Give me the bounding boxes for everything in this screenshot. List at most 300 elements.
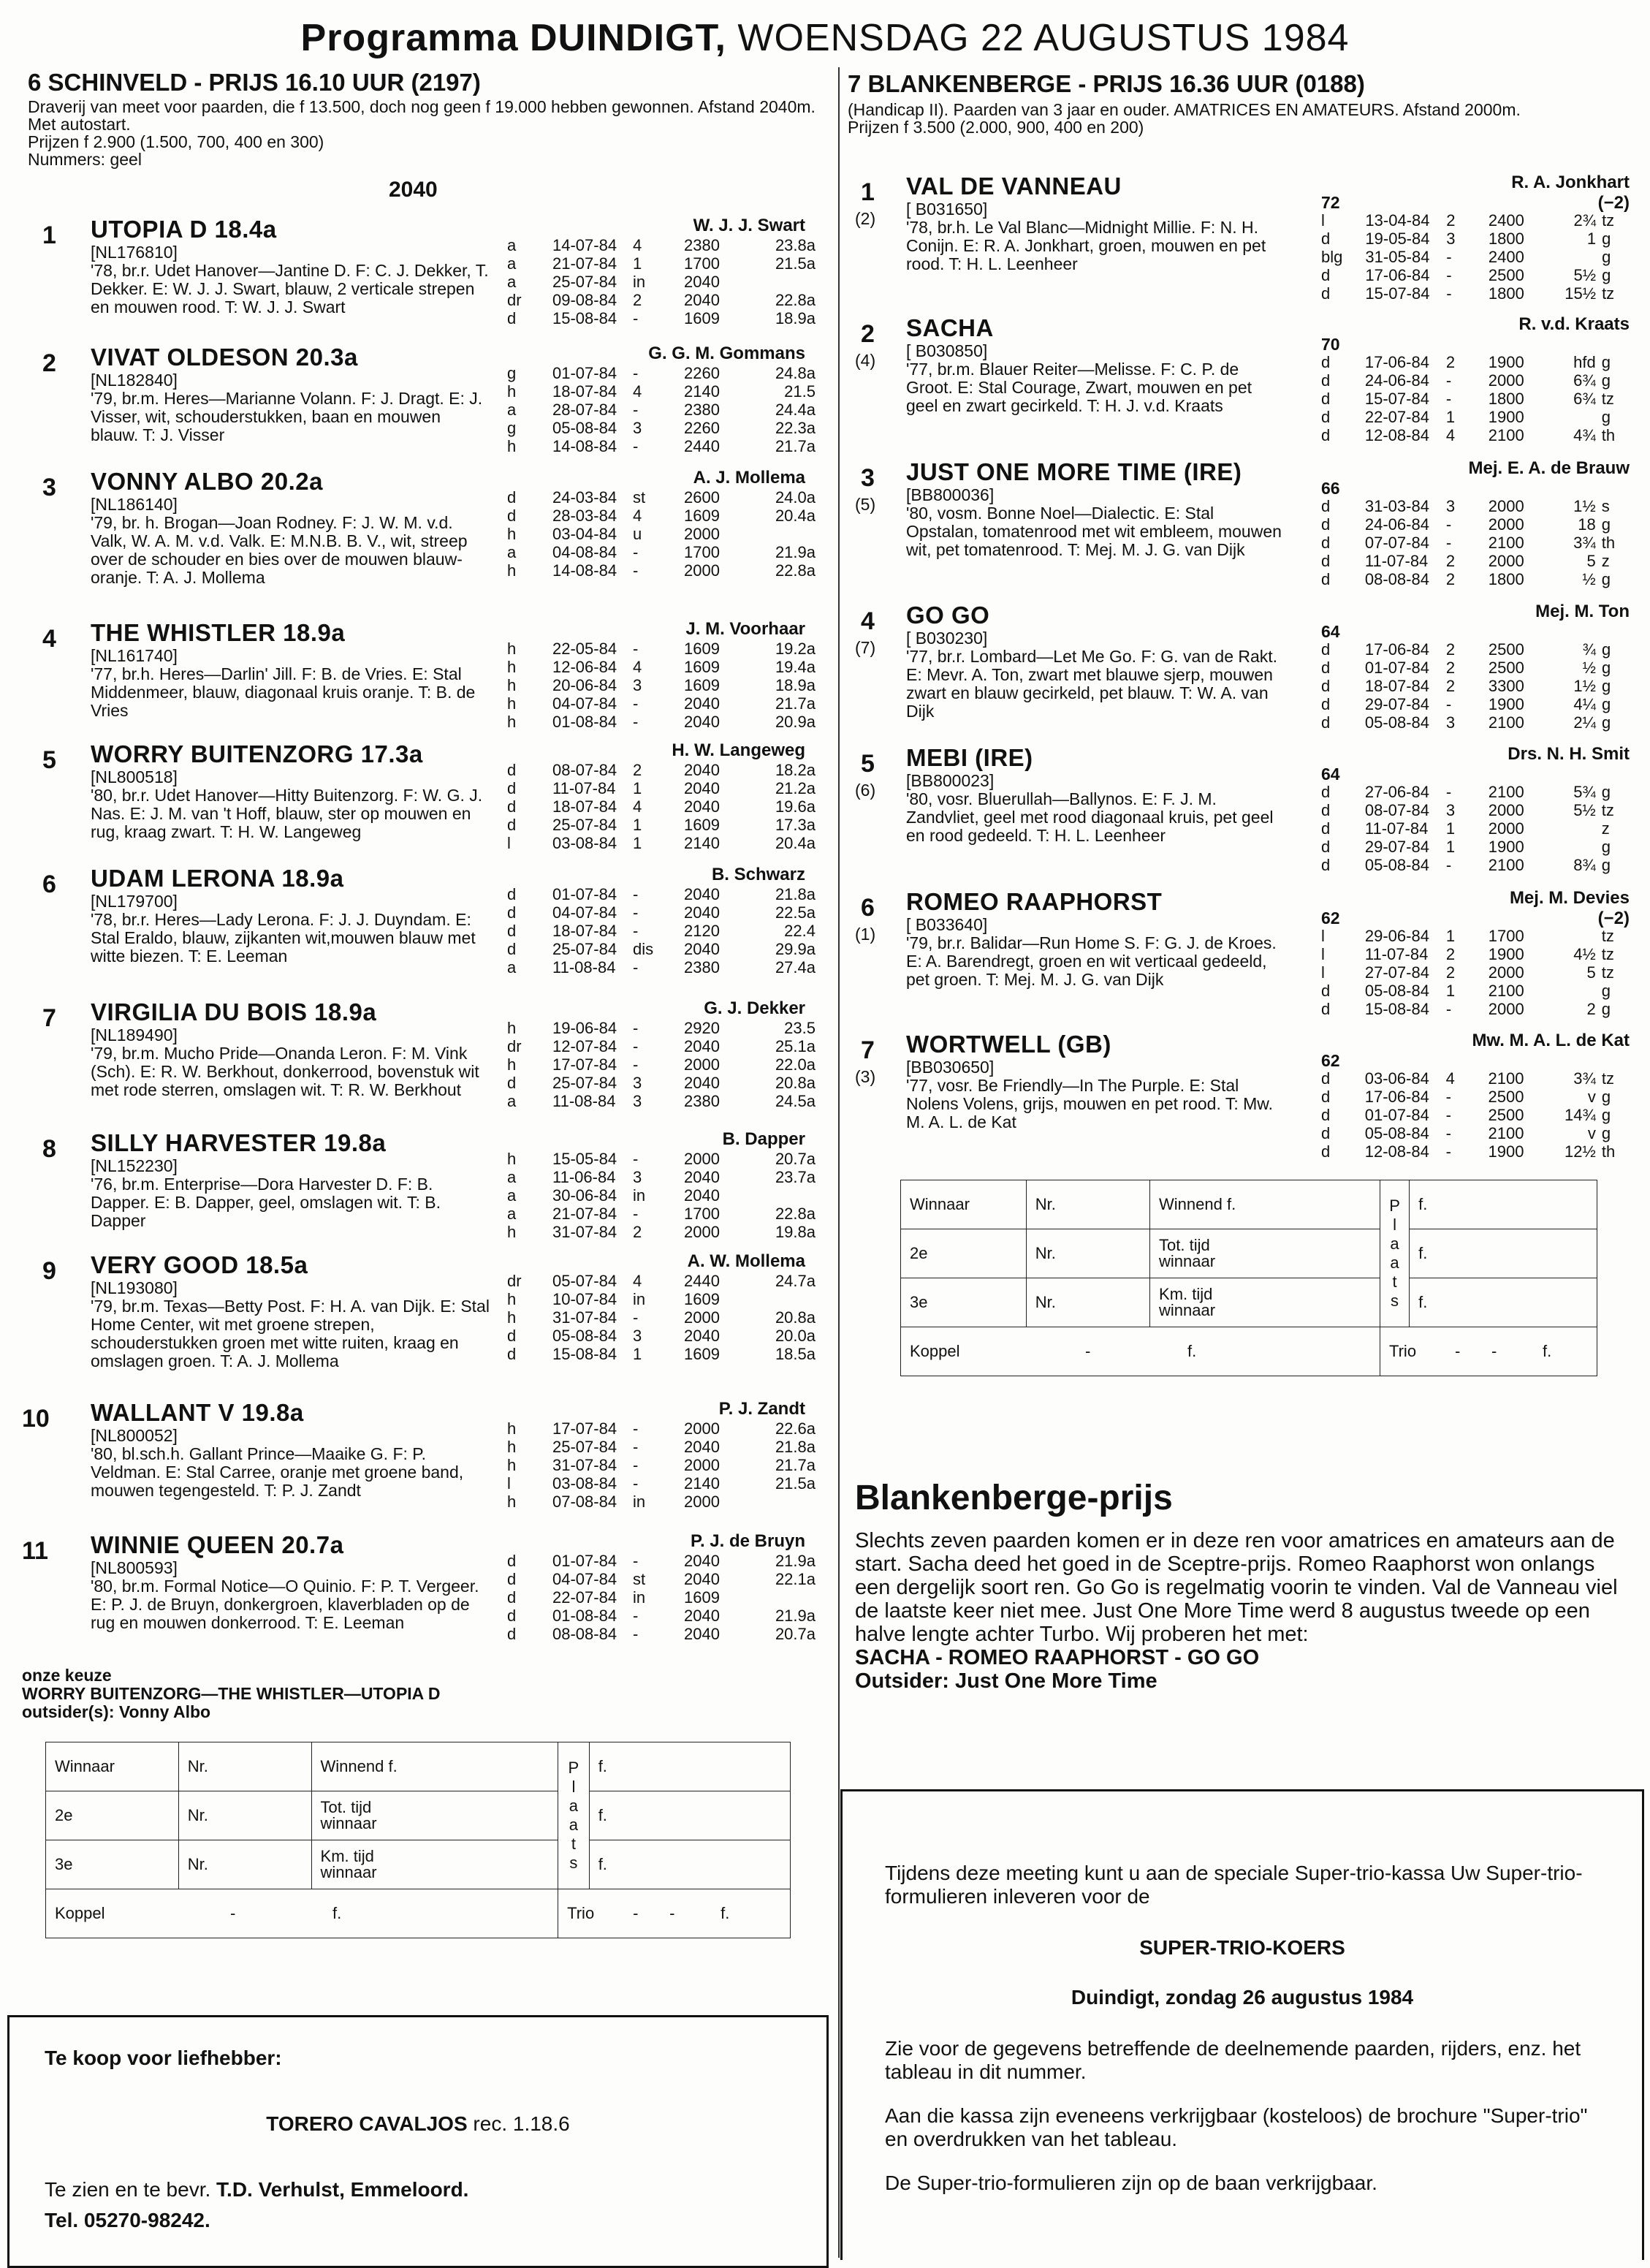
performance-cell: 29-07-84	[1364, 695, 1429, 713]
race7-info: (Handicap II). Paarden van 3 jaar en ouder. AMATRICES EN AMATEURS. Afstand 2000m. Prijzen f 3.500 (2.000, 900, 400 en 200)	[848, 100, 1521, 137]
performance-cell: -	[1445, 856, 1452, 874]
performance-cell: s	[1601, 497, 1610, 515]
performance-row	[507, 797, 816, 816]
performance-cell: 21-07-84	[552, 1205, 617, 1223]
performance-cell: a	[507, 1092, 517, 1110]
performance-cell: -	[633, 561, 639, 580]
performance-cell: l	[1321, 211, 1325, 230]
performance-cell: a	[507, 1186, 517, 1205]
bet-row	[901, 1278, 1597, 1327]
performance-cell: 31-07-84	[552, 1456, 617, 1474]
performance-row	[507, 834, 816, 852]
page-title: Programma DUINDIGT, WOENSDAG 22 AUGUSTUS 1984	[300, 17, 1350, 59]
performance-cell: -	[1446, 284, 1452, 303]
performance-table	[507, 1019, 816, 1110]
horse-description: '78, br.h. Le Val Blanc—Midnight Millie. F: N. H. Conijn. E: R. A. Jonkhart, groen, mouwen en pet rood. T: H. L. Leenheer	[906, 218, 1266, 273]
performance-cell: 2	[633, 291, 642, 309]
performance-cell: g	[507, 364, 517, 382]
performance-row	[507, 1438, 816, 1456]
performance-cell: g	[1601, 856, 1611, 874]
performance-cell: g	[1601, 695, 1611, 713]
performance-cell: 1	[1445, 819, 1456, 838]
performance-cell: d	[1321, 1069, 1331, 1088]
performance-cell: 15-08-84	[552, 1345, 617, 1363]
performance-cell: 21.8a	[775, 1438, 816, 1456]
performance-cell: 15-05-84	[552, 1150, 617, 1168]
performance-cell: 1½	[1573, 677, 1596, 695]
horse-registration: [NL182840]	[91, 371, 178, 390]
performance-cell: 2600	[684, 488, 720, 507]
performance-cell: st	[633, 488, 646, 507]
ad-contact: Te zien en te bevr. T.D. Verhulst, Emmeloord.	[45, 2178, 469, 2201]
performance-cell: -	[1445, 371, 1452, 390]
performance-row	[1321, 963, 1644, 982]
performance-cell	[750, 1290, 816, 1308]
performance-cell: 4	[633, 658, 642, 676]
bet-row	[46, 1742, 791, 1791]
horse-driver: J. M. Voorhaar	[685, 619, 805, 639]
performance-cell: 08-07-84	[552, 761, 617, 779]
performance-cell: 1700	[684, 254, 720, 273]
performance-cell: -	[633, 1055, 639, 1074]
performance-cell: 05-08-84	[1364, 1124, 1429, 1142]
performance-table	[507, 761, 816, 852]
performance-cell: 4	[633, 1272, 642, 1290]
bet-label-line: winnaar	[320, 1814, 377, 1832]
horse-driver: Mw. M. A. L. de Kat	[1472, 1031, 1630, 1050]
horse-driver: W. J. J. Swart	[693, 216, 805, 235]
bet-nr-label: Nr.	[1026, 1278, 1149, 1327]
performance-table	[1321, 783, 1644, 874]
bet-tot-tijd-label	[311, 1791, 558, 1840]
horse-post-position: (2)	[855, 209, 876, 228]
performance-cell: h	[507, 1290, 517, 1308]
performance-cell: 27-06-84	[1364, 783, 1429, 801]
horse-name: MEBI (IRE)	[906, 744, 1033, 771]
performance-cell: 04-07-84	[552, 903, 617, 922]
performance-cell: 1	[1445, 838, 1456, 856]
performance-cell: 1609	[684, 507, 720, 525]
horse-description: '80, vosm. Bonne Noel—Dialectic. E: Stal Opstalan, tomatenrood met wit embleem, mouwen wit, pet tomatenrood. T: Mej. M. J. G. van Dijk	[906, 504, 1282, 559]
horse-handicap: 64	[1321, 622, 1340, 641]
performance-cell: 1800	[1488, 390, 1524, 408]
performance-cell: g	[1601, 1124, 1611, 1142]
performance-cell: 1	[633, 816, 642, 834]
performance-row	[507, 1327, 816, 1345]
performance-cell: 25-07-84	[552, 1438, 617, 1456]
performance-cell: d	[1321, 1124, 1331, 1142]
performance-cell: 24-06-84	[1364, 515, 1429, 534]
for-sale-ad	[7, 2015, 829, 2268]
performance-cell: a	[507, 958, 517, 976]
performance-cell: -	[633, 437, 639, 455]
performance-cell: 2¼	[1573, 713, 1596, 732]
performance-cell: 28-07-84	[552, 401, 617, 419]
performance-cell: a	[507, 1205, 517, 1223]
bet-f-label: f.	[589, 1840, 790, 1889]
performance-cell: 3	[1446, 230, 1456, 248]
bet-plaats-letter: s	[569, 1854, 578, 1872]
horse-name: GO GO	[906, 602, 990, 629]
performance-row	[507, 816, 816, 834]
performance-cell: 24.8a	[775, 364, 816, 382]
bet-trio-label: Trio	[567, 1904, 595, 1922]
performance-row	[1321, 801, 1644, 819]
performance-cell: d	[507, 1588, 517, 1607]
performance-cell: -	[633, 1019, 639, 1037]
performance-table	[1321, 640, 1644, 732]
performance-cell: 05-08-84	[1364, 982, 1429, 1000]
performance-cell: a	[507, 1168, 517, 1186]
performance-cell: 4	[1445, 426, 1456, 444]
performance-cell: 1700	[684, 543, 720, 561]
performance-cell: d	[507, 816, 517, 834]
performance-cell: 31-05-84	[1365, 248, 1430, 266]
bet-plaats-letter: t	[1392, 1273, 1397, 1291]
bet-f-label: f.	[1410, 1180, 1597, 1229]
performance-cell: u	[633, 525, 642, 543]
performance-row	[507, 401, 816, 419]
performance-cell: g	[1602, 230, 1611, 248]
ad-phone: Tel. 05270-98242.	[45, 2209, 210, 2231]
performance-cell: tz	[1602, 284, 1615, 303]
race7-heading: 7 BLANKENBERGE - PRIJS 16.36 UUR (0188)	[848, 70, 1365, 97]
horse-driver: A. W. Mollema	[687, 1251, 805, 1271]
performance-row	[507, 940, 816, 958]
preview-heading: Blankenberge-prijs	[855, 1479, 1173, 1517]
horse-number: 5	[42, 746, 56, 774]
performance-cell: 3	[633, 1074, 642, 1092]
performance-cell: 2040	[684, 1074, 720, 1092]
performance-row	[1321, 713, 1644, 732]
horse-number: 6	[42, 871, 56, 898]
performance-cell: in	[633, 1290, 646, 1308]
performance-cell: -	[633, 694, 639, 713]
performance-row	[507, 419, 816, 437]
performance-row	[1321, 1124, 1644, 1142]
performance-cell: -	[633, 309, 639, 327]
performance-cell: 2400	[1488, 211, 1524, 230]
performance-cell: -	[1445, 1000, 1452, 1018]
performance-cell: d	[1321, 819, 1331, 838]
performance-cell: h	[507, 1308, 517, 1327]
bet-koppel-label: Koppel	[910, 1342, 960, 1360]
bet-plaats-letter: t	[571, 1835, 576, 1853]
bet-dash: -	[633, 1904, 639, 1922]
performance-cell: 20.8a	[775, 1074, 816, 1092]
performance-cell: 2000	[1488, 371, 1524, 390]
performance-cell: d	[1321, 266, 1331, 284]
performance-cell: 2040	[684, 1168, 720, 1186]
performance-row	[507, 658, 816, 676]
performance-cell: 22.8a	[775, 291, 816, 309]
performance-cell: 2	[1445, 552, 1456, 570]
performance-cell: 3¾	[1573, 1069, 1596, 1088]
performance-cell: 01-07-84	[1364, 1106, 1429, 1124]
race6-info: Draverij van meet voor paarden, die f 13.500, doch nog geen f 19.000 hebben gewonnen. Afstand 2040m. Met autostart. Prijzen f 2.900 (1.500, 700, 400 en 300) Nummers: geel	[28, 97, 816, 169]
performance-cell: 2000	[1488, 801, 1524, 819]
super-trio-p1: Zie voor de gegevens betreffende de deelnemende paarden, rijders, enz. het tableau in dit nummer.	[885, 2037, 1581, 2083]
performance-cell: 6¾	[1573, 390, 1596, 408]
performance-cell: 3	[1445, 801, 1456, 819]
performance-cell: 05-08-84	[1364, 856, 1429, 874]
performance-cell: 1800	[1488, 230, 1524, 248]
bet-winnend-label: Winnend f.	[311, 1742, 558, 1791]
horse-number: 5	[861, 750, 875, 778]
performance-cell: 1900	[1488, 838, 1524, 856]
performance-table	[507, 364, 816, 455]
bet-nr-label: Nr.	[1026, 1229, 1149, 1278]
performance-cell: 22.6a	[775, 1419, 816, 1438]
performance-cell: 2100	[1488, 713, 1524, 732]
performance-cell: a	[507, 254, 517, 273]
performance-cell: in	[633, 273, 646, 291]
bet-row	[901, 1229, 1597, 1278]
performance-cell: -	[633, 364, 639, 382]
performance-row	[1321, 1142, 1644, 1161]
performance-cell: 1	[633, 1345, 642, 1363]
horse-number: 2	[42, 349, 56, 377]
performance-cell: d	[1321, 1142, 1331, 1161]
performance-cell: 2040	[684, 1327, 720, 1345]
performance-cell: 1900	[1488, 353, 1524, 371]
performance-cell: 2040	[684, 885, 720, 903]
performance-row	[507, 1607, 816, 1625]
performance-cell: h	[507, 676, 517, 694]
performance-cell: 22.8a	[775, 1205, 816, 1223]
performance-cell: 6¾	[1573, 371, 1596, 390]
performance-cell: ¾	[1582, 640, 1596, 659]
performance-cell: 19.2a	[775, 640, 816, 658]
performance-cell: 24.7a	[775, 1272, 816, 1290]
horse-registration: [BB800023]	[906, 771, 995, 790]
performance-row	[507, 437, 816, 455]
bet-label-line: winnaar	[320, 1863, 377, 1881]
performance-row	[507, 309, 816, 327]
performance-cell: 2000	[1488, 819, 1524, 838]
performance-cell: h	[507, 561, 517, 580]
horse-driver: G. J. Dekker	[704, 998, 805, 1018]
performance-cell: 20.4a	[775, 507, 816, 525]
performance-cell: th	[1601, 1142, 1616, 1161]
performance-cell: g	[1601, 515, 1611, 534]
horse-registration: [NL189490]	[91, 1025, 178, 1044]
performance-cell: -	[633, 958, 639, 976]
performance-cell: d	[507, 507, 517, 525]
performance-cell: l	[507, 834, 511, 852]
bet-dash: -	[230, 1904, 236, 1922]
performance-row	[507, 1037, 816, 1055]
performance-cell: 20.8a	[775, 1308, 816, 1327]
performance-cell	[750, 1493, 816, 1511]
horse-name: ROMEO RAAPHORST	[906, 888, 1163, 915]
horse-description: '79, br. h. Brogan—Joan Rodney. F: J. W. M. v.d. Valk, W. A. M. v.d. Valk. E: M.N.B. B. V., wit, streep over de schouder en bies over de mouwen blauw-oranje. T: A. J. Mollema	[91, 513, 468, 587]
performance-cell: d	[507, 309, 517, 327]
race7-bet-form	[900, 1180, 1597, 1376]
performance-cell: tz	[1601, 927, 1614, 945]
bet-label-line: Tot. tijd	[1159, 1236, 1210, 1254]
horse-post-position: (4)	[855, 351, 876, 370]
performance-cell: 2040	[684, 713, 720, 731]
performance-cell: a	[507, 543, 517, 561]
performance-cell: 27.4a	[775, 958, 816, 976]
performance-cell: 18.9a	[775, 676, 816, 694]
performance-cell	[1551, 248, 1602, 266]
performance-cell: 2000	[684, 561, 720, 580]
performance-cell: 15½	[1565, 284, 1597, 303]
performance-cell: 1609	[684, 309, 720, 327]
performance-cell: -	[1445, 515, 1452, 534]
horse-registration: [ B031650]	[906, 200, 988, 219]
performance-cell: 03-06-84	[1364, 1069, 1429, 1088]
performance-cell	[1551, 927, 1602, 945]
performance-row	[507, 1419, 816, 1438]
performance-cell: 1½	[1573, 497, 1596, 515]
performance-cell: 20.4a	[775, 834, 816, 852]
performance-cell: h	[507, 1019, 517, 1037]
performance-cell: 25.1a	[775, 1037, 816, 1055]
bet-plaats-letter: l	[571, 1778, 576, 1796]
performance-row	[1321, 552, 1644, 570]
bet-label-line: Km. tijd	[320, 1847, 374, 1865]
bet-nr-label: Nr.	[178, 1840, 311, 1889]
performance-cell: 2380	[684, 236, 720, 254]
performance-cell: 2140	[684, 834, 720, 852]
horse-description: '78, br.r. Heres—Lady Lerona. F: J. J. Duyndam. E: Stal Eraldo, blauw, zijkanten wit,mouwen blauw met witte biezen. T: E. Leeman	[91, 910, 476, 966]
performance-cell: h	[507, 1419, 517, 1438]
performance-row	[1321, 677, 1644, 695]
performance-cell: 1900	[1488, 945, 1524, 963]
performance-cell: 22-05-84	[552, 640, 617, 658]
performance-cell: g	[1601, 677, 1611, 695]
performance-cell: 17-06-84	[1364, 640, 1429, 659]
performance-cell: l	[1321, 945, 1325, 963]
performance-cell: 01-08-84	[552, 713, 617, 731]
performance-cell: 2040	[684, 1037, 720, 1055]
performance-cell: 5½	[1573, 266, 1597, 284]
bet-plaats-letter: P	[1389, 1196, 1400, 1215]
performance-row	[1321, 230, 1644, 248]
performance-cell	[750, 1588, 816, 1607]
ad-heading: Te koop voor liefhebber:	[45, 2047, 282, 2069]
performance-row	[1321, 1000, 1644, 1018]
performance-row	[507, 488, 816, 507]
horse-driver: Mej. E. A. de Brauw	[1468, 458, 1630, 478]
horse-description: '79, br.m. Texas—Betty Post. F: H. A. van Dijk. E: Stal Home Center, wit met groene strepen, schouderstukken groen met witte ruiten, kraag en omslagen groen. T: A. J. Mollema	[91, 1297, 490, 1370]
bet-f-label: f.	[332, 1904, 342, 1922]
performance-cell: 11-07-84	[1364, 819, 1429, 838]
performance-cell: 22.4	[784, 922, 816, 940]
performance-cell: g	[1601, 1088, 1611, 1106]
performance-cell: 25-07-84	[552, 816, 617, 834]
performance-cell: g	[1601, 1000, 1611, 1018]
performance-cell: 2040	[684, 1186, 720, 1205]
performance-cell: 18-07-84	[552, 922, 617, 940]
performance-row	[1321, 390, 1644, 408]
performance-cell: d	[1321, 783, 1331, 801]
performance-cell: d	[1321, 515, 1331, 534]
performance-cell: 27-07-84	[1364, 963, 1429, 982]
horse-description: '76, br.m. Enterprise—Dora Harvester D. F: B. Dapper. E: B. Dapper, geel, omslagen wit. T: B. Dapper	[91, 1175, 441, 1230]
performance-cell: 2000	[684, 1419, 720, 1438]
performance-cell: 3	[633, 676, 642, 694]
bet-f-label: f.	[1410, 1278, 1597, 1327]
performance-cell: 11-08-84	[552, 1092, 616, 1110]
performance-cell: d	[507, 1327, 517, 1345]
performance-cell: 22.1a	[775, 1570, 816, 1588]
performance-cell: g	[1601, 570, 1611, 588]
performance-row	[507, 1290, 816, 1308]
performance-row	[507, 761, 816, 779]
performance-cell: 2	[633, 1223, 642, 1241]
performance-cell: 19-05-84	[1365, 230, 1430, 248]
performance-cell: 2380	[684, 401, 720, 419]
performance-row	[507, 1168, 816, 1186]
bet-f-label: f.	[721, 1904, 730, 1922]
performance-cell: 2040	[684, 291, 720, 309]
performance-row	[507, 1456, 816, 1474]
performance-cell: -	[633, 1438, 639, 1456]
horse-handicap: 64	[1321, 765, 1340, 784]
performance-cell: 04-07-84	[552, 1570, 617, 1588]
performance-cell: 1609	[684, 1588, 720, 1607]
performance-cell	[750, 273, 816, 291]
bet-tot-tijd-label	[1150, 1229, 1380, 1278]
performance-cell: 15-07-84	[1365, 284, 1430, 303]
performance-cell: 31-03-84	[1364, 497, 1429, 515]
horse-description: '77, br.r. Lombard—Let Me Go. F: G. van de Rakt. E: Mevr. A. Ton, zwart met blauwe sjerp, mouwen zwart en blauw gecirkeld, pet blauw. T: W. A. van Dijk	[906, 647, 1278, 721]
horse-post-position: (7)	[855, 638, 876, 657]
performance-cell: d	[1321, 695, 1331, 713]
performance-cell: 2100	[1488, 783, 1524, 801]
performance-cell: -	[633, 1625, 639, 1643]
performance-cell: 17-06-84	[1365, 266, 1430, 284]
bet-row	[46, 1840, 791, 1889]
performance-cell: d	[1321, 713, 1331, 732]
performance-cell: 19.8a	[775, 1223, 816, 1241]
performance-cell: 4¾	[1573, 426, 1596, 444]
horse-name: VERY GOOD 18.5a	[91, 1251, 308, 1278]
bet-km-tijd-label	[311, 1840, 558, 1889]
horse-name: VAL DE VANNEAU	[906, 172, 1122, 200]
race6-keuze: onze keuze WORRY BUITENZORG—THE WHISTLER—UTOPIA D outsider(s): Vonny Albo	[22, 1666, 441, 1721]
performance-cell: 2260	[684, 419, 720, 437]
horse-number: 8	[42, 1135, 56, 1163]
performance-cell: 1700	[684, 1205, 720, 1223]
horse-driver: R. v.d. Kraats	[1518, 314, 1630, 334]
performance-table	[507, 488, 816, 580]
performance-cell: 03-08-84	[552, 1474, 617, 1493]
performance-row	[507, 543, 816, 561]
performance-cell: 21.2a	[775, 779, 816, 797]
performance-cell: d	[1321, 284, 1331, 303]
performance-cell: g	[1601, 353, 1611, 371]
performance-cell: h	[507, 1438, 517, 1456]
horse-registration: [ B033640]	[906, 915, 988, 934]
performance-cell: 21.9a	[775, 1552, 816, 1570]
performance-row	[507, 676, 816, 694]
horse-handicap-adjust: (−2)	[1597, 909, 1630, 928]
performance-cell: 20.7a	[775, 1625, 816, 1643]
performance-cell: 2500	[1488, 266, 1524, 284]
bet-nr-label: Nr.	[178, 1742, 311, 1791]
performance-cell: 17-07-84	[552, 1419, 617, 1438]
performance-cell: 08-07-84	[1364, 801, 1429, 819]
performance-cell: 3	[633, 1327, 642, 1345]
performance-cell: 2000	[1488, 497, 1524, 515]
performance-cell: d	[507, 922, 517, 940]
performance-cell: d	[1321, 390, 1331, 408]
